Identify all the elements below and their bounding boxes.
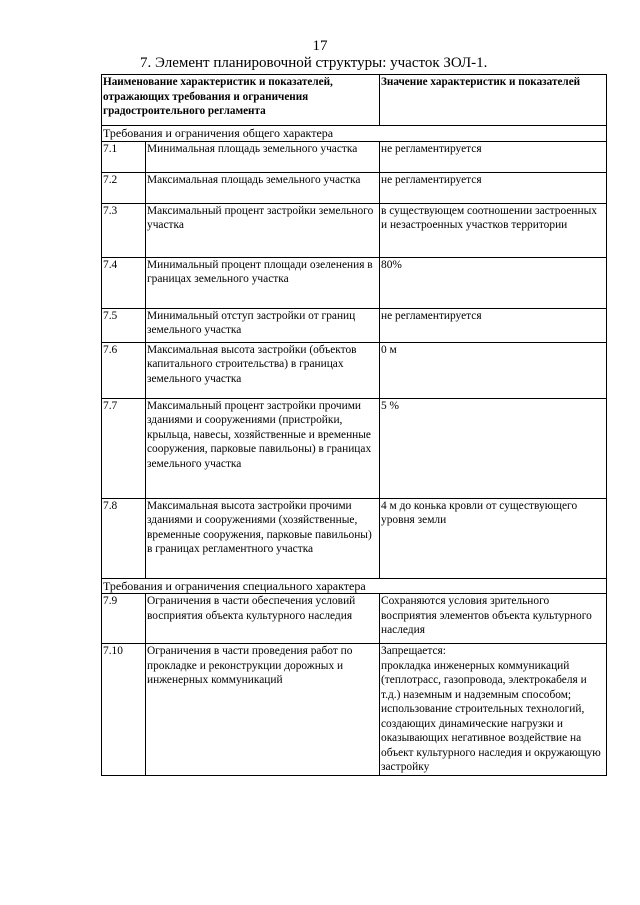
row-value-lines — [380, 644, 607, 776]
regulation-table — [101, 74, 607, 776]
table-row — [102, 644, 607, 776]
header-value: Значение характеристик и показателей — [380, 75, 607, 126]
row-name: Ограничения в части обеспечения условий восприятия объекта культурного наследия — [146, 594, 380, 644]
page-number: 17 — [312, 38, 328, 54]
table-row — [102, 342, 607, 398]
section-title: 7. Элемент планировочной структуры: участок ЗОЛ-1. — [140, 55, 488, 71]
group-row-special — [102, 578, 607, 594]
row-name: Минимальная площадь земельного участка — [146, 141, 380, 172]
row-name: Минимальный процент площади озеленения в границах земельного участка — [146, 257, 380, 308]
row-name: Максимальный процент застройки прочими зданиями и сооружениями (пристройки, крыльца, навесы, хозяйственные и временные сооружения, парковые павильоны) в границах земельного участка — [146, 398, 380, 498]
row-number: 7.5 — [102, 308, 146, 342]
row-number: 7.4 — [102, 257, 146, 308]
group-row-general — [102, 126, 607, 142]
row-value: не регламентируется — [380, 141, 607, 172]
row-value: 80% — [380, 257, 607, 308]
group-general-label: Требования и ограничения общего характера — [102, 126, 607, 142]
row-number: 7.6 — [102, 342, 146, 398]
row-name: Максимальная высота застройки (объектов капитального строительства) в границах земельного участка — [146, 342, 380, 398]
row-value: Сохраняются условия зрительного восприятия элементов объекта культурного наследия — [380, 594, 607, 644]
row-value: 0 м — [380, 342, 607, 398]
row-number: 7.10 — [102, 644, 146, 776]
table-row — [102, 141, 607, 172]
row-number: 7.2 — [102, 172, 146, 203]
table-row — [102, 308, 607, 342]
row-name: Максимальный процент застройки земельного участка — [146, 203, 380, 257]
value-line: использование строительных технологий, создающих динамические нагрузки и оказывающих негативное воздействие на объект культурного наследия и окружающую застройку — [381, 703, 601, 773]
table-row — [102, 498, 607, 578]
table-row — [102, 203, 607, 257]
row-number: 7.8 — [102, 498, 146, 578]
row-name: Минимальный отступ застройки от границ земельного участка — [146, 308, 380, 342]
row-value: 4 м до конька кровли от существующего уровня земли — [380, 498, 607, 578]
row-number: 7.9 — [102, 594, 146, 644]
row-value: в существующем соотношении застроенных и незастроенных участков территории — [380, 203, 607, 257]
group-special-label: Требования и ограничения специального характера — [102, 578, 607, 594]
row-value: не регламентируется — [380, 308, 607, 342]
row-value: 5 % — [380, 398, 607, 498]
row-number: 7.3 — [102, 203, 146, 257]
header-name: Наименование характеристик и показателей, отражающих требования и ограничения градостроительного регламента — [102, 75, 380, 126]
table-row — [102, 172, 607, 203]
row-name: Ограничения в части проведения работ по прокладке и реконструкции дорожных и инженерных коммуникаций — [146, 644, 380, 776]
table-row — [102, 398, 607, 498]
row-number: 7.7 — [102, 398, 146, 498]
table-row — [102, 594, 607, 644]
row-number: 7.1 — [102, 141, 146, 172]
row-name: Максимальная площадь земельного участка — [146, 172, 380, 203]
value-line: прокладка инженерных коммуникаций (теплотрасс, газопровода, электрокабеля и т.д.) наземным и надземным способом; — [381, 659, 587, 701]
row-name: Максимальная высота застройки прочими зданиями и сооружениями (хозяйственные, временные сооружения, парковые павильоны) в границах регламентного участка — [146, 498, 380, 578]
table-header-row — [102, 75, 607, 126]
value-line: Запрещается: — [381, 645, 446, 657]
table-row — [102, 257, 607, 308]
row-value: не регламентируется — [380, 172, 607, 203]
